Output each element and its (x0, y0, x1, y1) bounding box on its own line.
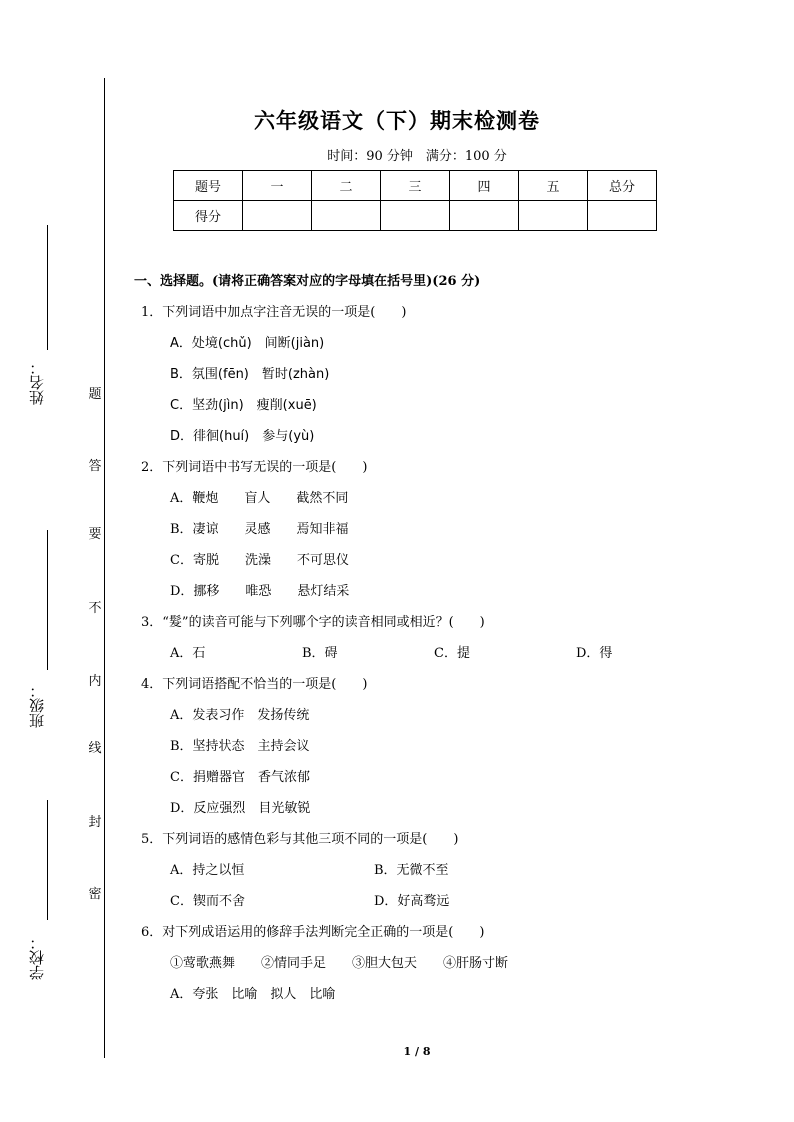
answer-option: B．氛围(fēn) 暂时(zhàn) (170, 367, 330, 382)
question-section (134, 266, 734, 1010)
score-input-cell[interactable] (450, 201, 519, 231)
school-label: 学校： (28, 935, 46, 980)
answer-option: A．处境(chǔ) 间断(jiàn) (170, 336, 325, 351)
seal-char: 题 (88, 387, 102, 402)
binding-line (104, 78, 105, 1058)
answer-option: A．鞭炮 盲人 截然不同 (170, 491, 349, 506)
class-field-line (47, 530, 48, 670)
score-cell: 总分 (588, 171, 657, 201)
seal-char: 封 (88, 815, 102, 830)
question-stem: 4．下列词语搭配不恰当的一项是( ) (141, 677, 368, 692)
section-heading: 一、选择题。(请将正确答案对应的字母填在括号里)(26 分) (134, 274, 481, 289)
score-cell: 五 (519, 171, 588, 201)
answer-option-row (134, 886, 734, 917)
score-table (173, 170, 657, 231)
score-cell: 得分 (174, 201, 243, 231)
score-cell: 四 (450, 171, 519, 201)
school-field-line (47, 800, 48, 920)
score-input-cell[interactable] (312, 201, 381, 231)
name-field-line (47, 225, 48, 350)
question-stem: 1．下列词语中加点字注音无误的一项是( ) (141, 305, 407, 320)
question-stem: 2．下列词语中书写无误的一项是( ) (141, 460, 368, 475)
answer-option: D．徘徊(huí) 参与(yù) (170, 429, 315, 444)
answer-option: B．坚持状态 主持会议 (170, 739, 310, 754)
seal-char: 内 (88, 674, 102, 689)
page-number: 1 / 8 (403, 1045, 431, 1058)
question-stem: 5．下列词语的感情色彩与其他三项不同的一项是( ) (141, 832, 459, 847)
answer-option: A．持之以恒 (170, 863, 245, 878)
answer-option-row (134, 855, 734, 886)
score-input-cell[interactable] (588, 201, 657, 231)
class-label: 班级： (28, 683, 46, 728)
score-cell: 题号 (174, 171, 243, 201)
seal-char: 不 (88, 601, 102, 616)
page-title: 六年级语文（下）期末检测卷 (254, 108, 540, 133)
seal-char: 密 (88, 887, 102, 902)
score-cell: 二 (312, 171, 381, 201)
answer-option: B．凄谅 灵感 焉知非福 (170, 522, 349, 537)
question-stem: 6．对下列成语运用的修辞手法判断完全正确的一项是( ) (141, 925, 485, 940)
answer-option: D．得 (576, 646, 613, 661)
question-stem: 3．“髮”的读音可能与下列哪个字的读音相同或相近？( ) (141, 615, 485, 630)
answer-option: A．石 (170, 646, 206, 661)
answer-option: D．好高骛远 (374, 894, 450, 909)
score-table-score-row (174, 201, 657, 231)
exam-info: 时间：90 分钟 满分：100 分 (327, 149, 507, 164)
score-input-cell[interactable] (519, 201, 588, 231)
score-input-cell[interactable] (243, 201, 312, 231)
name-label: 姓名： (28, 360, 46, 405)
answer-option: A．夸张 比喻 拟人 比喻 (170, 987, 336, 1002)
score-input-cell[interactable] (381, 201, 450, 231)
answer-option: B．无微不至 (374, 863, 449, 878)
answer-option: D．反应强烈 目光敏锐 (170, 801, 311, 816)
answer-option: C．提 (434, 646, 470, 661)
seal-char: 线 (88, 741, 102, 756)
answer-option: C．锲而不舍 (170, 894, 245, 909)
answer-option: C．寄脱 洗澡 不可思仪 (170, 553, 349, 568)
answer-option: B．碍 (302, 646, 338, 661)
score-table-header-row (174, 171, 657, 201)
answer-option: C．坚劲(jìn) 瘦削(xuē) (170, 398, 317, 413)
answer-option: A．发表习作 发扬传统 (170, 708, 310, 723)
seal-char: 要 (88, 527, 102, 542)
seal-char: 答 (88, 459, 102, 474)
answer-option: D．挪移 唯恐 悬灯结采 (170, 584, 350, 599)
score-cell: 三 (381, 171, 450, 201)
answer-option-row (134, 638, 734, 669)
answer-option: C．捐赠器官 香气浓郁 (170, 770, 310, 785)
score-cell: 一 (243, 171, 312, 201)
idiom-list: ①莺歌燕舞 ②情同手足 ③胆大包天 ④肝肠寸断 (170, 956, 509, 971)
